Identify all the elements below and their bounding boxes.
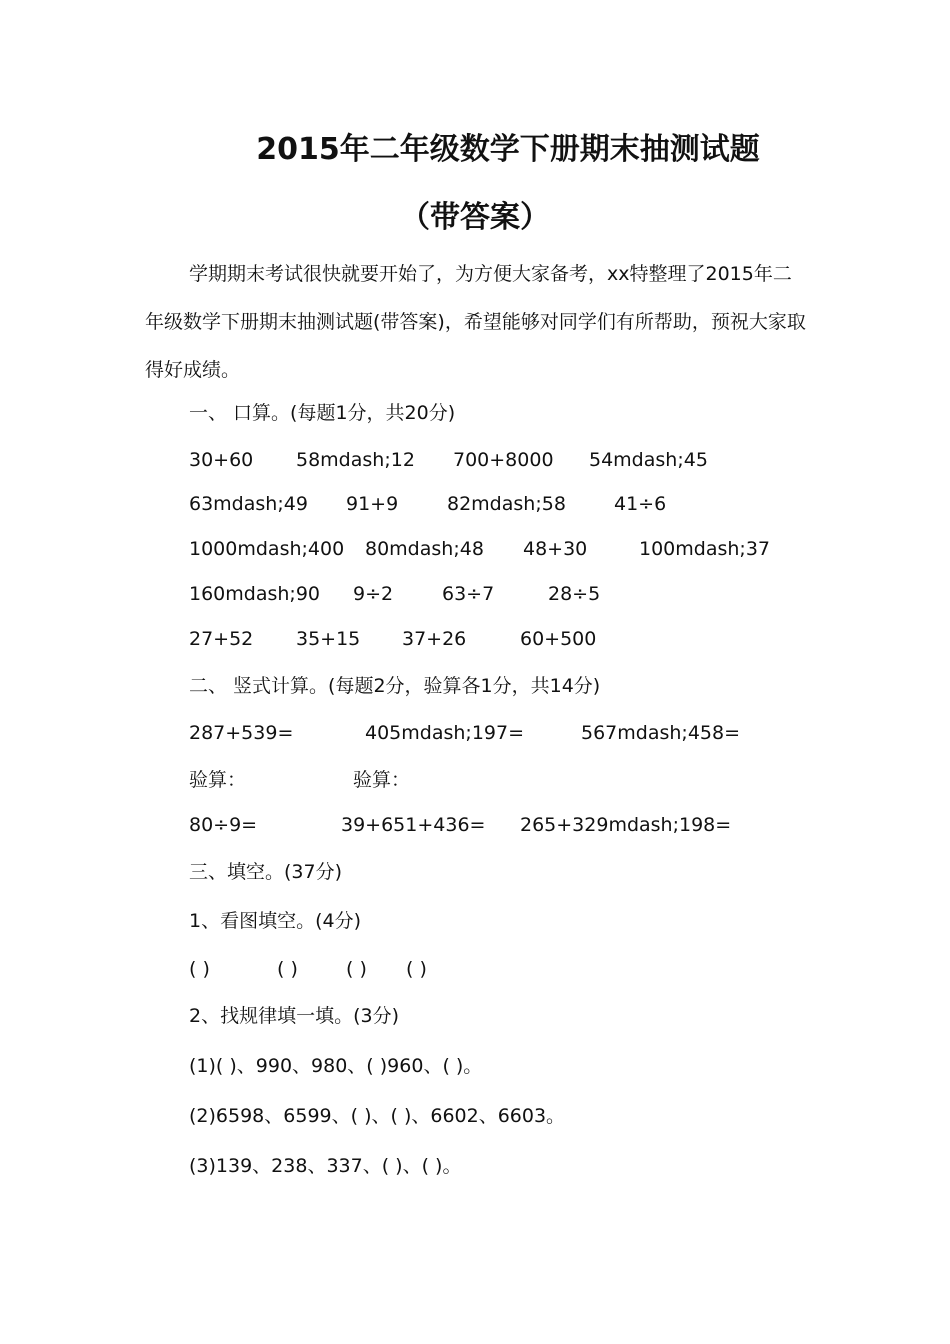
problem: 80÷9=: [189, 814, 258, 836]
check-row: [0, 767, 950, 793]
pattern-item-3: (3)139、238、337、( )、( )。: [189, 1155, 462, 1177]
answer-blank: ( ): [406, 958, 427, 980]
problem: 63mdash;49: [189, 493, 308, 515]
doc-title: 2015年二年级数学下册期末抽测试题: [256, 132, 760, 167]
problem: 37+26: [402, 628, 467, 650]
mental-math-row-4: [0, 581, 950, 607]
mental-math-row-3: [0, 536, 950, 562]
section2-heading: 二、 竖式计算。(每题2分，验算各1分，共14分): [189, 675, 601, 697]
problem: 100mdash;37: [639, 538, 770, 560]
problem: 63÷7: [442, 583, 495, 605]
problem: 35+15: [296, 628, 361, 650]
doc-subtitle: （带答案）: [400, 200, 550, 235]
problem: 9÷2: [353, 583, 394, 605]
problem: 60+500: [520, 628, 597, 650]
mental-math-row-5: [0, 626, 950, 652]
problem: 80mdash;48: [365, 538, 484, 560]
problem: 700+8000: [453, 449, 554, 471]
problem: 405mdash;197=: [365, 722, 525, 744]
answer-blank: ( ): [346, 958, 367, 980]
question-1: 1、看图填空。(4分): [189, 910, 362, 932]
check-label: 验算：: [189, 769, 247, 791]
problem: 30+60: [189, 449, 254, 471]
problem: 48+30: [523, 538, 588, 560]
pattern-item-1: (1)( )、990、980、( )960、( )。: [189, 1055, 483, 1077]
problem: 1000mdash;400: [189, 538, 345, 560]
question-2: 2、找规律填一填。(3分): [189, 1005, 400, 1027]
vertical-calc-row-2: [0, 812, 950, 838]
problem: 160mdash;90: [189, 583, 320, 605]
check-label: 验算：: [353, 769, 411, 791]
mental-math-row-1: [0, 447, 950, 473]
problem: 58mdash;12: [296, 449, 415, 471]
mental-math-row-2: [0, 491, 950, 517]
intro-paragraph: 学期期末考试很快就要开始了，为方便大家备考，xx特整理了2015年二年级数学下册期末抽测试题(带答案)，希望能够对同学们有所帮助，预祝大家取得好成绩。: [145, 263, 806, 381]
problem: 27+52: [189, 628, 254, 650]
picture-blanks-row: [0, 956, 950, 982]
vertical-calc-row-1: [0, 720, 950, 746]
section3-heading: 三、填空。(37分): [189, 861, 343, 883]
problem: 91+9: [346, 493, 399, 515]
problem: 265+329mdash;198=: [520, 814, 732, 836]
answer-blank: ( ): [189, 958, 210, 980]
section1-heading: 一、 口算。(每题1分，共20分): [189, 402, 456, 424]
problem: 567mdash;458=: [581, 722, 741, 744]
problem: 82mdash;58: [447, 493, 566, 515]
problem: 39+651+436=: [341, 814, 486, 836]
problem: 287+539=: [189, 722, 294, 744]
problem: 41÷6: [614, 493, 667, 515]
pattern-item-2: (2)6598、6599、( )、( )、6602、6603。: [189, 1105, 566, 1127]
answer-blank: ( ): [277, 958, 298, 980]
problem: 54mdash;45: [589, 449, 708, 471]
problem: 28÷5: [548, 583, 601, 605]
